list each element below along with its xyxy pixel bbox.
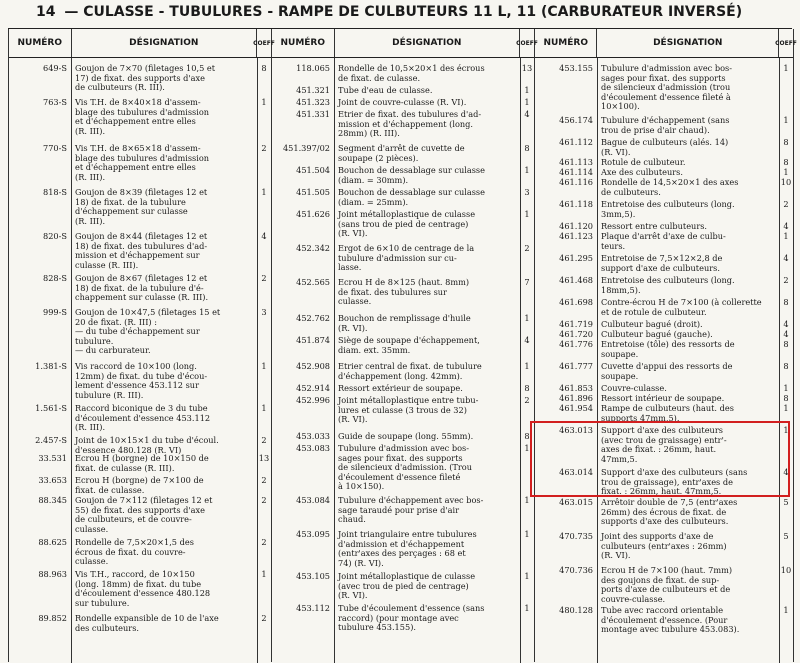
part-coeff: 1 [261,361,267,371]
part-coeff: 1 [524,361,530,371]
part-number: 1.381-S [35,361,67,371]
table-row [272,396,534,425]
part-designation: Ergot de 6×10 de centrage de la tubulure d'admission sur cu- lasse. [338,243,475,273]
part-designation: Vis T.H. de 8×65×18 d'assem- blage des tubulures d'admission et d'échappement entre elles (R. III). [75,143,210,182]
part-coeff: 1 [524,165,530,175]
part-number: 89.852 [38,613,67,623]
part-number: 451.397/02 [282,143,330,153]
part-number: 452.996 [296,395,330,405]
table-row [272,572,534,601]
part-designation: Joint métalloplastique entre tubu- lures et culasse (3 trous de 32) (R. VI). [338,395,479,425]
table-row [272,166,534,185]
part-number: 452.342 [296,243,330,253]
page-number: 14 [36,4,56,20]
table-row [272,384,534,394]
part-coeff: 1 [783,605,789,615]
part-coeff: 3 [524,187,530,197]
part-designation: Entretoise de 7,5×12×2,8 de support d'axe de culbuteurs. [601,253,723,273]
part-number: 1.561-S [35,403,67,413]
table-header [9,29,275,58]
table-row [9,232,271,270]
table-row [535,362,793,381]
table-row [272,86,534,96]
table-row [9,404,271,433]
part-number: 770-S [42,143,67,153]
part-coeff: 1 [261,187,267,197]
table-row [535,254,793,273]
part-number: 649-S [42,63,67,73]
part-coeff: 8 [524,383,530,393]
part-designation: Tubulure d'échappement avec bos- sage taraudé pour prise d'air chaud. [338,495,484,525]
part-designation: Guide de soupape (long. 55mm). [338,431,474,441]
part-designation: Tubulure d'échappement (sans trou de prise d'air chaud). [601,115,730,135]
part-number: 999-S [42,307,67,317]
part-number: 451.626 [296,209,330,219]
part-number: 88.963 [38,569,67,579]
table-row [272,444,534,492]
part-coeff: 8 [524,431,530,441]
part-coeff: 2 [261,613,267,623]
table-row [9,476,271,495]
part-designation: Joint des supports d'axe de culbuteurs (entr'axes : 26mm) (R. VI). [601,531,727,561]
part-number: 451.505 [296,187,330,197]
part-coeff: 2 [261,273,267,283]
part-number: 461.120 [559,221,593,231]
part-coeff: 4 [783,319,789,329]
table-row [9,538,271,567]
part-number: 453.155 [559,63,593,73]
table-row [272,98,534,108]
part-number: 461.776 [559,339,593,349]
part-coeff: 1 [261,403,267,413]
column-body [272,58,534,663]
part-coeff: 1 [524,97,530,107]
part-designation: Joint métalloplastique de culasse (sans trou de pied de centrage) (R. VI). [338,209,476,239]
table-row [535,178,793,197]
part-number: 451.504 [296,165,330,175]
part-coeff: 1 [524,313,530,323]
part-number: 461.114 [559,167,593,177]
part-coeff: 2 [524,243,530,253]
part-designation: Plaque d'arrêt d'axe de culbu- teurs. [601,231,726,251]
part-designation: Rampe de culbuteurs (haut. des supports 47mm,5). [601,403,734,423]
table-row [9,274,271,303]
part-designation: Bouchon de remplissage d'huile (R. VI). [338,313,471,333]
part-designation: Bouchon de dessablage sur culasse (diam. = 25mm). [338,187,485,207]
table-row [272,336,534,355]
part-designation: Couvre-culasse. [601,383,667,393]
part-designation: Contre-écrou H de 7×100 (à collerette et de rotule de culbuteur. [601,297,762,317]
part-coeff: 8 [524,143,530,153]
table-row [535,298,793,317]
part-coeff: 4 [783,253,789,263]
part-number: 452.762 [296,313,330,323]
part-coeff: 1 [261,97,267,107]
part-designation: Support d'axe des culbuteurs (avec trou de graissage) entr'- axes de fixat. : 26mm, haut. 47mm,5. [601,425,727,464]
page-header [36,4,792,26]
part-designation: Tubulure d'admission avec bos- sages pour fixat. des supports de silencieux d'admission. (Trou d'écoulement d'essence fileté à 10×150). [338,443,472,492]
header-numero: NUMÉRO [272,29,335,57]
part-coeff: 1 [783,63,789,73]
part-number: 763-S [42,97,67,107]
part-coeff: 1 [783,425,789,435]
part-number: 452.908 [296,361,330,371]
part-coeff: 4 [783,221,789,231]
table-row [272,530,534,568]
part-number: 461.698 [559,297,593,307]
table-row [272,244,534,273]
part-coeff: 2 [783,275,789,285]
part-designation: Culbuteur bagué (droit). [601,319,703,329]
table-row [272,110,534,139]
part-coeff: 2 [261,495,267,505]
part-designation: Raccord biconique de 3 du tube d'écoulement d'essence 453.112 (R. III). [75,403,211,433]
part-number: 453.105 [296,571,330,581]
column-body [9,58,271,663]
part-coeff: 1 [261,569,267,579]
table-row [535,498,793,527]
part-number: 461.954 [559,403,593,413]
part-designation: Ecrou H de 7×100 (haut. 7mm) des goujons de fixat. de sup- ports d'axe de culbuteurs et de couvre-culasse. [601,565,733,604]
part-number: 480.128 [559,605,593,615]
part-number: 461.720 [559,329,593,339]
part-designation: Vis T.H., raccord, de 10×150 (long. 18mm) de fixat. du tube d'écoulement d'essence 480.128 sur tubulure. [75,569,211,608]
part-designation: Goujon de 7×70 (filetages 10,5 et 17) de fixat. des supports d'axe de culbuteurs (R. III). [75,63,216,93]
part-designation: Tube d'écoulement d'essence (sans raccord) (pour montage avec tubulure 453.155). [338,603,485,633]
part-coeff: 2 [524,395,530,405]
part-designation: Goujon de 8×44 (filetages 12 et 18) de fixat. des tubulures d'ad- mission et d'échappement sur culasse (R. III). [75,231,208,270]
part-designation: Joint de couvre-culasse (R. VI). [338,97,467,107]
part-number: 828-S [42,273,67,283]
part-number: 33.653 [38,475,67,485]
part-coeff: 2 [261,435,267,445]
part-designation: Rondelle de 14,5×20×1 des axes de culbuteurs. [601,177,739,197]
part-number: 451.331 [296,109,330,119]
part-number: 820-S [42,231,67,241]
part-coeff: 4 [524,335,530,345]
part-designation: Etrier de fixat. des tubulures d'ad- mission et d'échappement (long. 28mm) (R. III). [338,109,482,139]
part-designation: Rondelle de 10,5×20×1 des écrous de fixat. de culasse. [338,63,485,83]
part-coeff: 4 [783,329,789,339]
table-row [272,64,534,83]
part-coeff: 8 [261,63,267,73]
table-row [272,362,534,381]
part-coeff: 8 [783,137,789,147]
part-number: 456.174 [559,115,593,125]
part-number: 451.321 [296,85,330,95]
part-designation: Tubulure d'admission avec bos- sages pour fixat. des supports de silencieux d'admission (trou d'écoulement d'essence fileté à 10×100). [601,63,733,112]
part-coeff: 1 [783,115,789,125]
part-number: 451.874 [296,335,330,345]
part-coeff: 13 [521,63,533,73]
table-row [272,496,534,525]
table-row [272,432,534,442]
part-coeff: 2 [261,143,267,153]
part-coeff: 4 [783,467,789,477]
part-coeff: 1 [524,85,530,95]
part-coeff: 1 [783,403,789,413]
header-coeff: COEFF [253,39,275,47]
part-coeff: 4 [261,231,267,241]
part-designation: Bouchon de dessablage sur culasse (diam. = 30mm). [338,165,485,185]
part-coeff: 10 [780,565,792,575]
part-coeff: 2 [261,537,267,547]
table-row [272,210,534,239]
table-header [272,29,538,58]
table-row [9,570,271,608]
table-row [535,64,793,112]
table-row [535,340,793,359]
part-designation: Goujon de 8×39 (filetages 12 et 18) de fixat. de la tubulure d'échappement sur culasse (R. III). [75,187,208,226]
part-number: 461.113 [559,157,593,167]
table-row [535,606,793,635]
part-designation: Support d'axe des culbuteurs (sans trou de graissage), entr'axes de fixat. : 26mm, haut. 47mm,5. [601,467,748,497]
part-number: 2.457-S [35,435,67,445]
part-number: 470.736 [559,565,593,575]
part-coeff: 3 [261,307,267,317]
part-coeff: 1 [783,231,789,241]
part-designation: Entretoise des culbuteurs (long. 18mm,5). [601,275,735,295]
part-number: 453.112 [296,603,330,613]
part-designation: Rondelle expansible de 10 de l'axe des culbuteurs. [75,613,219,633]
table-row [272,144,534,163]
part-number: 88.345 [38,495,67,505]
part-coeff: 2 [783,199,789,209]
header-coeff: COEFF [775,39,797,47]
part-number: 461.896 [559,393,593,403]
part-number: 453.083 [296,443,330,453]
column-3 [535,29,797,662]
part-number: 452.914 [296,383,330,393]
part-coeff: 1 [524,571,530,581]
part-number: 463.013 [559,425,593,435]
table-row [535,566,793,604]
part-number: 461.777 [559,361,593,371]
part-number: 452.565 [296,277,330,287]
part-coeff: 1 [524,495,530,505]
part-coeff: 1 [524,209,530,219]
table-row [9,308,271,356]
part-designation: Goujon de 8×67 (filetages 12 et 18) de fixat. de la tubulure d'é- chappement sur culasse (R. III). [75,273,209,303]
column-1 [8,29,275,662]
part-designation: Ecrou H (borgne) de 10×150 de fixat. de culasse (R. III). [75,453,209,473]
part-designation: Joint métalloplastique de culasse (avec trou de pied de centrage) (R. VI). [338,571,476,601]
table-row [272,314,534,333]
table-row [272,188,534,207]
part-number: 463.015 [559,497,593,507]
part-designation: Arrêtoir double de 7,5 (entr'axes 26mm) des écrous de fixat. de supports d'axe des culbuteurs. [601,497,738,527]
part-number: 451.323 [296,97,330,107]
table-row [535,276,793,295]
header-numero: NUMÉRO [9,29,72,57]
table-row [9,362,271,400]
table-row [9,144,271,182]
table-row [9,614,271,633]
part-number: 461.295 [559,253,593,263]
header-designation: DÉSIGNATION [335,29,521,57]
part-coeff: 10 [780,177,792,187]
part-designation: Etrier central de fixat. de tubulure d'échappement (long. 42mm). [338,361,482,381]
part-designation: Goujon de 10×47,5 (filetages 15 et 20 de fixat. (R. III) : — du tube d'échappement sur tubulure. — du carburateur. [75,307,221,356]
part-number: 461.468 [559,275,593,285]
part-number: 461.853 [559,383,593,393]
part-number: 453.084 [296,495,330,505]
part-coeff: 2 [261,475,267,485]
part-coeff: 8 [783,339,789,349]
part-number: 461.116 [559,177,593,187]
header-designation: DÉSIGNATION [597,29,779,57]
part-coeff: 8 [783,361,789,371]
part-number: 33.531 [38,453,67,463]
part-coeff: 5 [783,497,789,507]
table-row [535,232,793,251]
part-number: 453.095 [296,529,330,539]
table-row [9,496,271,534]
table-header [535,29,797,58]
part-designation: Siège de soupape d'échappement, diam. ext. 35mm. [338,335,480,355]
part-designation: Ressort extérieur de soupape. [338,383,463,393]
part-number: 88.625 [38,537,67,547]
part-coeff: 13 [258,453,270,463]
part-number: 461.719 [559,319,593,329]
table-row [535,138,793,157]
part-number: 118.065 [296,63,330,73]
part-coeff: 5 [783,531,789,541]
part-designation: Ressort intérieur de soupape. [601,393,725,403]
table-row [9,454,271,473]
part-number: 470.735 [559,531,593,541]
part-coeff: 4 [524,109,530,119]
part-designation: Ressort entre culbuteurs. [601,221,708,231]
part-coeff: 1 [783,383,789,393]
table-row [272,278,534,307]
column-body [535,58,793,663]
header-designation: DÉSIGNATION [72,29,258,57]
part-designation: Goujon de 7×112 (filetages 12 et 55) de fixat. des supports d'axe de culbuteurs, et de couvre- culasse. [75,495,213,534]
part-coeff: 8 [783,393,789,403]
header-coeff: COEFF [516,39,538,47]
part-designation: Joint triangulaire entre tubulures d'admission et d'échappement (entr'axes des perçages : 68 et 74) (R. VI). [338,529,477,568]
part-coeff: 1 [524,529,530,539]
part-designation: Entretoise des culbuteurs (long. 3mm,5). [601,199,735,219]
part-number: 818-S [42,187,67,197]
part-designation: Axe des culbuteurs. [601,167,683,177]
part-designation: Cuvette d'appui des ressorts de soupape. [601,361,733,381]
part-coeff: 1 [524,603,530,613]
part-designation: Segment d'arrêt de cuvette de soupape (2 pièces). [338,143,465,163]
part-designation: Ecrou H de 8×125 (haut. 8mm) de fixat. des tubulures sur culasse. [338,277,470,307]
part-designation: Rondelle de 7,5×20×1,5 des écrous de fixat. du couvre- culasse. [75,537,194,567]
table-row [535,116,793,135]
table-row [535,532,793,561]
part-number: 461.112 [559,137,593,147]
parts-table [8,28,797,662]
part-number: 461.118 [559,199,593,209]
part-coeff: 7 [524,277,530,287]
part-designation: Rotule de culbuteur. [601,157,686,167]
part-number: 453.033 [296,431,330,441]
part-coeff: 8 [783,297,789,307]
part-designation: Ecrou H (borgne) de 7×100 de fixat. de culasse. [75,475,204,495]
part-designation: Tube d'eau de culasse. [338,85,433,95]
part-designation: Tube avec raccord orientable d'écoulement d'essence. (Pour montage avec tubulure 453.083). [601,605,740,635]
part-designation: Culbuteur bagué (gauche). [601,329,713,339]
part-designation: Vis raccord de 10×100 (long. 12mm) de fixat. du tube d'écou- lement d'essence 453.112 sur tubulure (R. III). [75,361,208,400]
part-designation: Joint de 10×15×1 du tube d'écoul. d'essence 480.128 (R. VI) [75,435,219,455]
part-coeff: 1 [783,167,789,177]
part-designation: Bague de culbuteurs (alés. 14) (R. VI). [601,137,729,157]
part-coeff: 8 [783,157,789,167]
header-numero: NUMÉRO [535,29,597,57]
table-row [9,188,271,226]
table-row [9,64,271,93]
part-coeff: 1 [524,443,530,453]
part-designation: Entretoise (tôle) des ressorts de soupape. [601,339,735,359]
part-designation: Vis T.H. de 8×40×18 d'assem- blage des tubulures d'admission et d'échappement entre elles (R. III). [75,97,210,136]
highlight-box [530,421,790,497]
page-title: — CULASSE - TUBULURES - RAMPE DE CULBUTEURS 11 L, 11 (CARBURATEUR INVERSÉ) [64,4,743,20]
table-row [9,98,271,136]
column-2 [272,29,538,662]
table-row [535,200,793,219]
part-number: 461.123 [559,231,593,241]
table-row [272,604,534,633]
part-number: 463.014 [559,467,593,477]
